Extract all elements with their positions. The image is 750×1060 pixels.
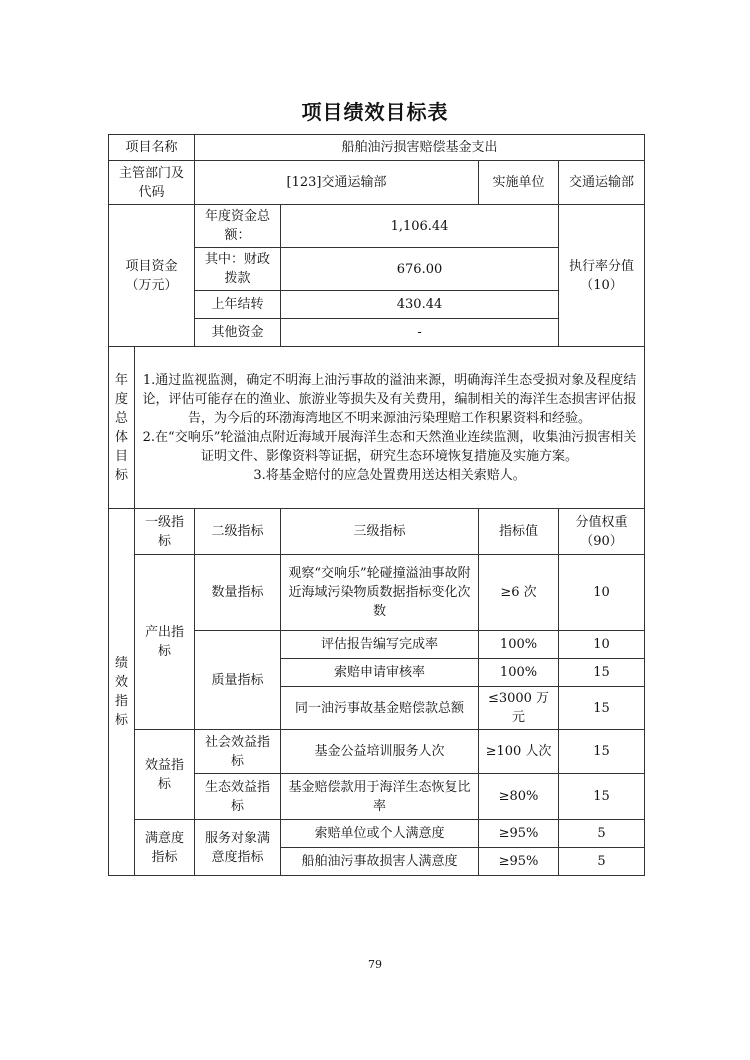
indicator-name: 基金赔偿款用于海洋生态恢复比率: [281, 774, 479, 820]
project-name-label: 项目名称: [109, 135, 195, 161]
table-row: [109, 555, 645, 631]
indicator-weight: 5: [559, 820, 645, 848]
funds-carryover-label: 上年结转: [195, 291, 281, 319]
impl-value: 交通运输部: [559, 161, 645, 205]
group-quantity: 数量指标: [195, 555, 281, 631]
funds-fiscal-value: 676.00: [281, 248, 559, 291]
table-row: [109, 730, 645, 774]
indicator-name: 评估报告编写完成率: [281, 631, 479, 659]
execution-rate-label: 执行率分值（10）: [559, 205, 645, 347]
indicator-value: ≥6 次: [479, 555, 559, 631]
funds-total-label: 年度资金总额：: [195, 205, 281, 248]
indicator-weight: 10: [559, 631, 645, 659]
funds-carryover-value: 430.44: [281, 291, 559, 319]
goal-line-2: 2.在“交响乐”轮溢油点附近海域开展海洋生态和天然渔业连续监测，收集油污损害相关证明文件、影像资料等证据，研究生态环境恢复措施及实施方案。: [142, 429, 637, 464]
header-weight: 分值权重（90）: [559, 509, 645, 555]
row-perf-header: [109, 509, 645, 555]
indicator-weight: 10: [559, 555, 645, 631]
indicator-value: 100%: [479, 631, 559, 659]
group-quality: 质量指标: [195, 631, 281, 730]
goal-line-1: 1.通过监视监测，确定不明海上油污事故的溢油来源，明确海洋生态受损对象及程度结论，评估可能存在的渔业、旅游业等损失及有关费用，编制相关的海洋生态损害评估报告，为今后的环渤海湾地区不明来源油污染理赔工作积累资料和经验。: [142, 372, 637, 426]
header-level1: 一级指标: [135, 509, 195, 555]
indicator-name: 索赔单位或个人满意度: [281, 820, 479, 848]
row-department: [109, 161, 645, 205]
table-row: [109, 820, 645, 848]
group-service: 服务对象满意度指标: [195, 820, 281, 876]
group-social: 社会效益指标: [195, 730, 281, 774]
header-value: 指标值: [479, 509, 559, 555]
group-satisfaction: 满意度指标: [135, 820, 195, 876]
group-benefit: 效益指标: [135, 730, 195, 820]
dept-value: [123]交通运输部: [195, 161, 479, 205]
funds-other-label: 其他资金: [195, 319, 281, 347]
indicator-value: ≥95%: [479, 820, 559, 848]
page-number: 79: [368, 958, 382, 971]
indicator-name: 观察“交响乐”轮碰撞溢油事故附近海域污染物质数据指标变化次数: [281, 555, 479, 631]
indicator-value: 100%: [479, 659, 559, 687]
dept-label: 主管部门及代码: [109, 161, 195, 205]
funds-fiscal-label: 其中：财政拨款: [195, 248, 281, 291]
perf-label: 绩效指标: [109, 509, 135, 876]
indicator-value: ≥100 人次: [479, 730, 559, 774]
indicator-weight: 15: [559, 774, 645, 820]
project-name-value: 船舶油污损害赔偿基金支出: [195, 135, 645, 161]
group-eco: 生态效益指标: [195, 774, 281, 820]
annual-goal-label: 年度总体目标: [109, 347, 135, 509]
indicator-weight: 15: [559, 687, 645, 730]
indicator-weight: 15: [559, 659, 645, 687]
impl-label: 实施单位: [479, 161, 559, 205]
header-level2: 二级指标: [195, 509, 281, 555]
indicator-name: 索赔申请审核率: [281, 659, 479, 687]
annual-goal-text: [135, 347, 645, 509]
indicator-name: 船舶油污事故损害人满意度: [281, 848, 479, 876]
row-annual-goal: [109, 347, 645, 509]
row-funds-total: [109, 205, 645, 248]
funds-total-value: 1,106.44: [281, 205, 559, 248]
funds-label: 项目资金（万元）: [109, 205, 195, 347]
goal-line-3: 3.将基金赔付的应急处置费用送达相关索赔人。: [253, 467, 526, 483]
indicator-value: ≤3000 万元: [479, 687, 559, 730]
header-level3: 三级指标: [281, 509, 479, 555]
funds-other-value: -: [281, 319, 559, 347]
indicator-weight: 5: [559, 848, 645, 876]
indicator-value: ≥95%: [479, 848, 559, 876]
indicator-weight: 15: [559, 730, 645, 774]
indicator-name: 同一油污事故基金赔偿款总额: [281, 687, 479, 730]
indicator-name: 基金公益培训服务人次: [281, 730, 479, 774]
group-output: 产出指标: [135, 555, 195, 730]
indicator-value: ≥80%: [479, 774, 559, 820]
performance-target-table: [108, 134, 645, 876]
row-project-name: [109, 135, 645, 161]
page-title: 项目绩效目标表: [301, 100, 449, 124]
